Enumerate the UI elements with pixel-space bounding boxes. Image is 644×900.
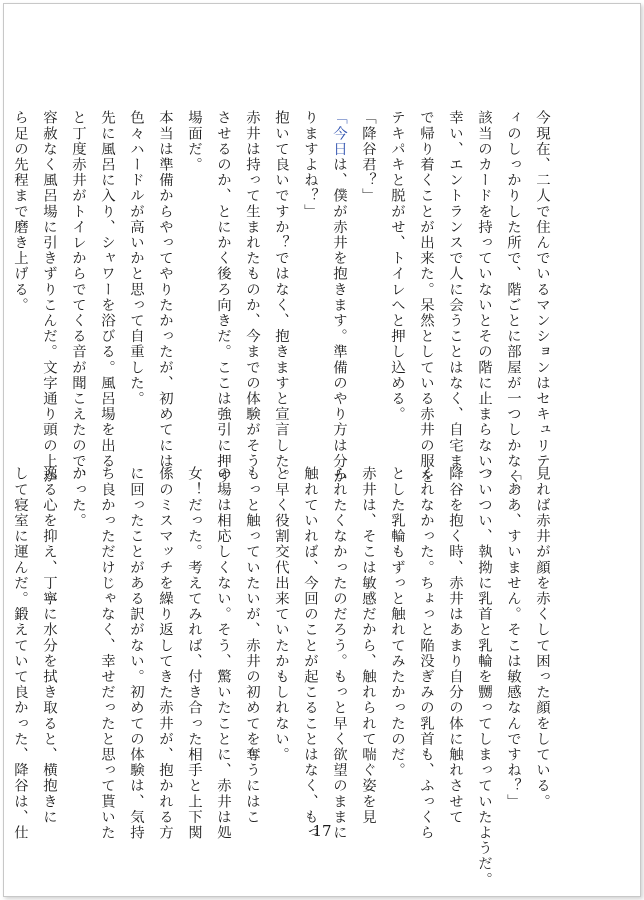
paragraph-line: 降谷を抱く時、赤井はあまり自分の体に触れさせて <box>447 466 463 825</box>
dialogue-line: 「ああ、すいません。そこは敏感なんですね？」 <box>505 466 521 810</box>
paragraph-line: 該当のカードを持っていないとその階に止まらない。 <box>476 110 492 485</box>
paragraph-line: られたくなかったのだろう。もっと早く欲望のままに <box>331 466 347 841</box>
paragraph-line: の場は相応しくない。そう、驚いたことに、赤井は処 <box>215 466 231 841</box>
paragraph-line: 逸る心を抑え、丁寧に水分を拭き取ると、横抱きに <box>41 466 57 825</box>
paragraph-line: 今現在、二人で住んでいるマンションはセキュリテ <box>534 110 550 469</box>
paragraph-line: ィのしっかりした所で、階ごとに部屋が一つしかなく、 <box>505 110 521 500</box>
paragraph-line: 女！だった。考えてみれば、付き合った相手と上下関 <box>186 466 202 841</box>
paragraph-line: ら足の先程まで磨き上げる。 <box>12 110 28 313</box>
dialogue-text: は、僕が赤井を抱きます。準備のやり方は分か <box>331 156 347 485</box>
paragraph-line: かった。 <box>70 466 86 529</box>
paragraph-line: 抱いて良いですか？ではなく、抱きますと宣言した。 <box>273 110 289 485</box>
paragraph-line: して寝室に運んだ。鍛えていて良かった、降谷は、仕 <box>12 466 28 841</box>
paragraph-line: 赤井は、そこは敏感だから、触れられて喘ぐ姿を見 <box>360 466 376 825</box>
paragraph-line: とした乳輪もずっと触れてみたかったのだ。 <box>389 466 405 778</box>
paragraph-line: 係のミスマッチを繰り返してきた赤井が、抱かれる方 <box>157 466 173 841</box>
paragraph-line: と早く役割交代出来ていたかもしれない。 <box>273 466 289 763</box>
paragraph-line: 先に風呂に入り、シャワーを浴びる。風呂場を出る <box>99 110 115 469</box>
highlighted-text: 「今日 <box>331 110 347 157</box>
paragraph-line: テキパキと脱がせ、トイレへと押し込める。 <box>389 110 405 422</box>
paragraph-line: に回ったことがある訳がない。初めての体験は、気持 <box>128 466 144 841</box>
page-number: 17 <box>312 822 332 840</box>
paragraph-line: と丁度赤井がトイレからでてくる音が聞こえたので、 <box>70 110 86 485</box>
paragraph-line: 場面だ。 <box>186 110 202 173</box>
paragraph-line: させるのか、とにかく後ろ向きだ。ここは強引に押す <box>215 110 231 485</box>
dialogue-line: りますよね？」 <box>302 110 318 220</box>
dialogue-line-highlighted <box>324 110 353 485</box>
text-block-top <box>12 110 556 500</box>
dialogue-line: 「降谷君？」 <box>360 110 376 204</box>
paragraph-line: 色々ハードルが高いかと思って自重した。 <box>128 110 144 407</box>
paragraph-line: ち良かっただけじゃなく、幸せだったと思って貰いた <box>99 466 115 841</box>
paragraph-line: ついつい、執拗に乳首と乳輪を嬲ってしまっていたようだ。 <box>476 466 492 888</box>
paragraph-line: 触れていれば、今回のことが起こることはなく、もっ <box>302 466 318 841</box>
paragraph-line: 容赦なく風呂場に引きずりこんだ。文字通り頭の上か <box>41 110 57 485</box>
paragraph-line: くれなかった。ちょっと陥没ぎみの乳首も、ふっくら <box>418 466 434 841</box>
paragraph-line: 赤井は持って生まれたものか、今までの体験がそう <box>244 110 260 469</box>
paragraph-line: もっと触っていたいが、赤井の初めてを奪うにはこ <box>244 466 260 825</box>
document-page <box>3 3 641 897</box>
paragraph-line: 本当は準備からやってやりたかったが、初めてには <box>157 110 173 469</box>
paragraph-line: で帰り着くことが出来た。呆然としている赤井の服を <box>418 110 434 485</box>
paragraph-line: 見れば赤井が顔を赤くして困った顔をしている。 <box>534 466 550 810</box>
paragraph-line: 幸い、エントランスで人に会うことはなく、自宅ま <box>447 110 463 469</box>
